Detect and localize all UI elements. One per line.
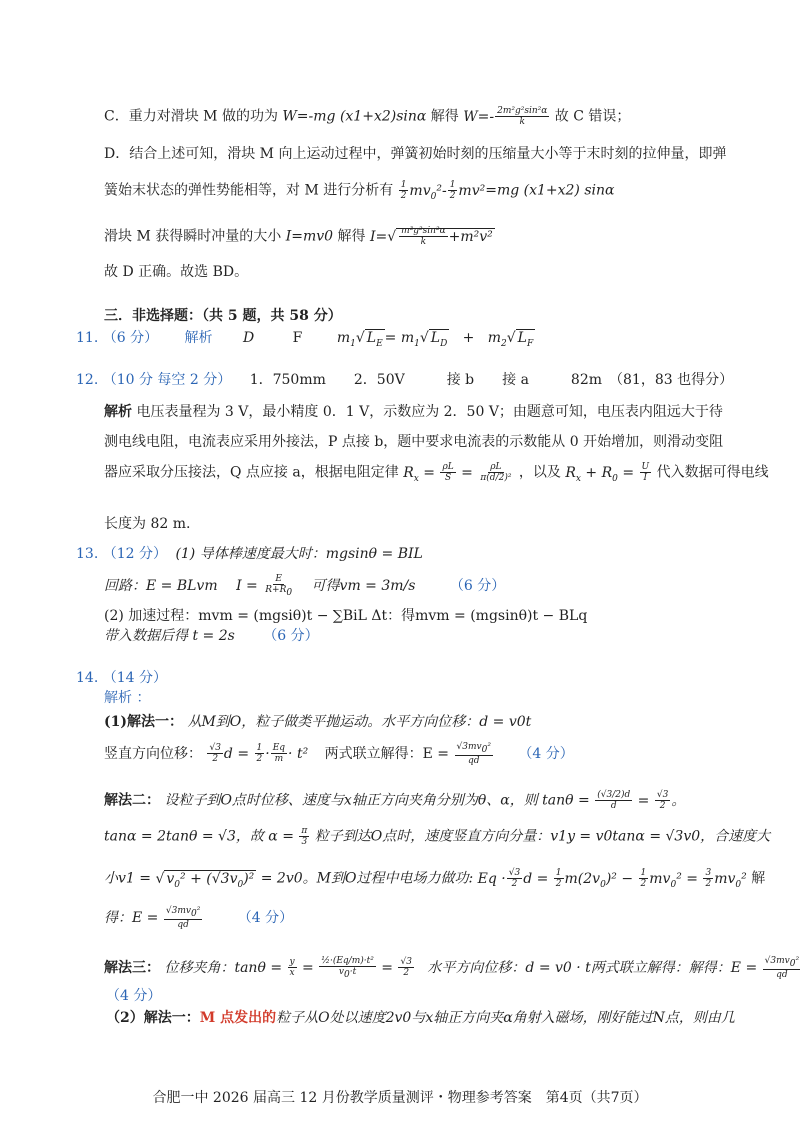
option-c-label: C．重力对滑块 M 做的功为	[104, 108, 278, 125]
conclusion-line: 故 D 正确。故选 BD。	[104, 264, 249, 280]
q11-answer-d: D	[242, 330, 255, 346]
part2-text: 粒子从O处以速度2v0与x轴正方向夹α角射入磁场，刚好能过N点，则由几	[276, 1010, 735, 1026]
q14-method1-line1	[104, 712, 531, 732]
energy-equation-rhs: =mg (x1+x2) sinα	[485, 182, 615, 199]
energy-equation: $\frac{1}{2}$ $mv_0^2-$ $\frac{1}{2}$ mv²	[400, 180, 486, 202]
method3-score: （4 分）	[106, 988, 162, 1004]
impulse-formula: I=mv0	[285, 228, 334, 245]
q14-method1-line2	[104, 742, 574, 766]
method3-label: 解法三：	[104, 959, 160, 976]
q14-number: 14.	[76, 670, 99, 686]
q14-method2-line3	[104, 868, 765, 894]
q13-line4	[104, 626, 319, 646]
method2-score: （4 分）	[237, 909, 294, 926]
q14-jiexi: 解析 ：	[104, 690, 151, 706]
work-energy-eq: Eq · $\frac{√3}{2}$ d = $\frac{1}{2}$ $m(2v_0)^2$ − $\frac{1}{2}$ $mv_0^2$ = $\frac{3}{2}$ $mv_0^2$	[477, 868, 747, 890]
method2-solve: 解	[751, 870, 766, 887]
q14-score: （14 分）	[102, 670, 167, 686]
q12-text1-body: 电压表量程为 3 V，最小精度 0．1 V，示数应为 2．50 V；由题意可知，电压表内阻远大于待	[136, 404, 723, 420]
q14-part2-line	[106, 1008, 735, 1028]
q12-text3-b: ，以及	[518, 464, 561, 481]
vertical-displacement-eq: $\frac{√3}{2}$ d = $\frac{1}{2}$ · $\frac{Eq}{m}$ · t²	[209, 743, 309, 765]
speed-sqrt: √ $v_0^2 + (√3v_0)^2$	[155, 870, 255, 890]
q13-score-b: （6 分）	[263, 628, 319, 644]
q12-text2: 测电线电阻，电流表应采用外接法，P 点接 b，题中要求电流表的示数能从 0 开始增加，则滑动变阻	[104, 434, 724, 450]
vertical-displacement-label: 竖直方向位移：	[104, 745, 202, 762]
option-d-line1: D．结合上述可知，滑块 M 向上运动过程中，弹簧初始时刻的压缩量大小等于末时刻的拉伸量，即弹	[104, 146, 727, 162]
q14-method2-line2	[104, 826, 770, 847]
method1-text: 从M到O，粒子做类平抛运动。水平方向位移：d = v0t	[187, 714, 532, 730]
method3-angle: 位移夹角：tanθ =	[164, 959, 283, 976]
q11-number: 11.	[76, 330, 99, 346]
method1-solve: 两式联立解得：E =	[324, 745, 450, 762]
q12-text4: 长度为 82 m.	[104, 516, 191, 532]
method2-result: $\frac{√3mv_0^2}{qd}$	[165, 906, 201, 930]
q13-current: I = $\frac{E}{R+R_0}$	[236, 574, 293, 598]
q11-formula: $m_1√$ $L_E = m_1√$ $L_D + m_2√$ $L_F$	[336, 330, 534, 349]
impulse-solve-label: 解得	[337, 228, 366, 245]
q12-score: （10 分 每空 2 分）	[102, 372, 232, 388]
tan-alpha-eq: tanα = 2tanθ = √3，故 α =	[104, 828, 294, 845]
q13-score-a: （6 分）	[449, 577, 506, 594]
method2-work: = 2v0。M到O过程中电场力做功:	[260, 870, 474, 887]
q12-text3	[104, 462, 769, 488]
q12-jiexi: 解析	[104, 404, 132, 420]
q12-text3-a: 器应采取分压接法，Q 点应接 a，根据电阻定律	[104, 464, 399, 481]
method3-result: $\frac{√3mv_0^2}{qd}$	[764, 956, 800, 980]
impulse-result: I=√ $\frac{\text{m³g²sin²α}}{k}$ +m²v²	[369, 226, 493, 247]
q13-result: 带入数据后得 t = 2s	[104, 628, 235, 644]
q14-method3-line1	[104, 956, 800, 980]
method3-text: 水平方向位移：d = v0 · t两式联立解得：解得：E =	[427, 959, 758, 976]
method3-tan-eq: $\frac{y}{x}$ = $\frac{\text{½·(Eq/m)·t²}}{v_0\cdot t}$ = $\frac{√3}{2}$	[289, 956, 412, 980]
ohm-law: $R_x + R_0$ = $\frac{U}{I}$	[565, 462, 650, 484]
resistance-law: $R_x$ = $\frac{\rho L}{S}$ = $\frac{\rho L}{\text{π(d/2)²}}$	[403, 462, 512, 484]
option-c-line	[104, 106, 630, 127]
q13-number: 13.	[76, 546, 99, 562]
work-result: W=- $\frac{\text{2m²g²sin²α}}{k}$	[463, 106, 548, 127]
q11-line	[76, 328, 535, 354]
method2-label: 解法二：	[104, 792, 160, 809]
method1-result: $\frac{√3mv_0^2}{qd}$	[456, 742, 491, 766]
impulse-text: 滑块 M 获得瞬时冲量的大小	[104, 228, 282, 245]
q14-method2-line4	[104, 906, 293, 930]
q12-answers: 1．750mm 2．50V 接 b 接 a 82m （81，83 也得分）	[249, 372, 734, 388]
alpha-value: $\frac{\pi}{3}$	[301, 826, 308, 847]
q13-vm: 可得vm = 3m/s	[311, 577, 416, 594]
q13-line2	[104, 574, 505, 598]
q13-circuit: 回路：E = BLvm	[104, 577, 218, 594]
part2-highlight: M 点发出的	[199, 1010, 277, 1026]
q11-jiexi: 解析	[184, 330, 213, 346]
q11-answer-f: F	[292, 330, 303, 346]
option-d-line2	[104, 180, 614, 206]
method2-text: 设粒子到O点时位移、速度与x轴正方向夹角分别为θ、α，则 tanθ =	[164, 792, 590, 809]
q12-text3-c: 代入数据可得电线	[656, 464, 769, 481]
q12-line	[76, 370, 733, 390]
tan-theta-eq: $\frac{(√3/2)d}{d}$ = $\frac{√3}{2}$ 。	[597, 790, 686, 811]
option-d-text: 簧始末状态的弹性势能相等，对 M 进行分析有	[104, 182, 394, 199]
speed-label: 小v1 =	[104, 870, 151, 887]
q11-score: （6 分）	[102, 330, 159, 346]
q13-score: （12 分）	[102, 546, 167, 562]
part2-label: （2）解法一：	[106, 1010, 200, 1026]
method2-result-label: 得：E =	[104, 909, 159, 926]
q14-method2-line1	[104, 790, 685, 811]
work-formula: W=-mg (x1+x2)sinα	[282, 108, 427, 125]
q12-number: 12.	[76, 372, 99, 388]
method1-label: (1)解法一：	[104, 714, 183, 730]
q13-line	[76, 544, 423, 564]
page-footer: 合肥一中 2026 届高三 12 月份教学质量测评・物理参考答案 第4页（共7页）	[152, 1090, 648, 1106]
option-c-tail: 故 C 错误；	[554, 108, 631, 125]
solve-label: 解得	[430, 108, 459, 125]
q14-line	[76, 668, 167, 688]
section-3-heading: 三．非选择题：（共 5 题，共 58 分）	[104, 308, 342, 324]
method1-score: （4 分）	[518, 745, 574, 762]
q13-line1: (1) 导体棒速度最大时：mgsinθ = BIL	[175, 546, 423, 562]
q13-line3: (2) 加速过程：mvm = (mgsiθ)t − ∑BiL Δt：得mvm = (mgsinθ)t − BLq	[104, 608, 588, 624]
impulse-line	[104, 226, 495, 247]
q12-text1	[104, 402, 723, 422]
method2-velocity: 粒子到达O点时，速度竖直方向分量：v1y = v0tanα = √3v0，合速度大	[314, 828, 771, 845]
